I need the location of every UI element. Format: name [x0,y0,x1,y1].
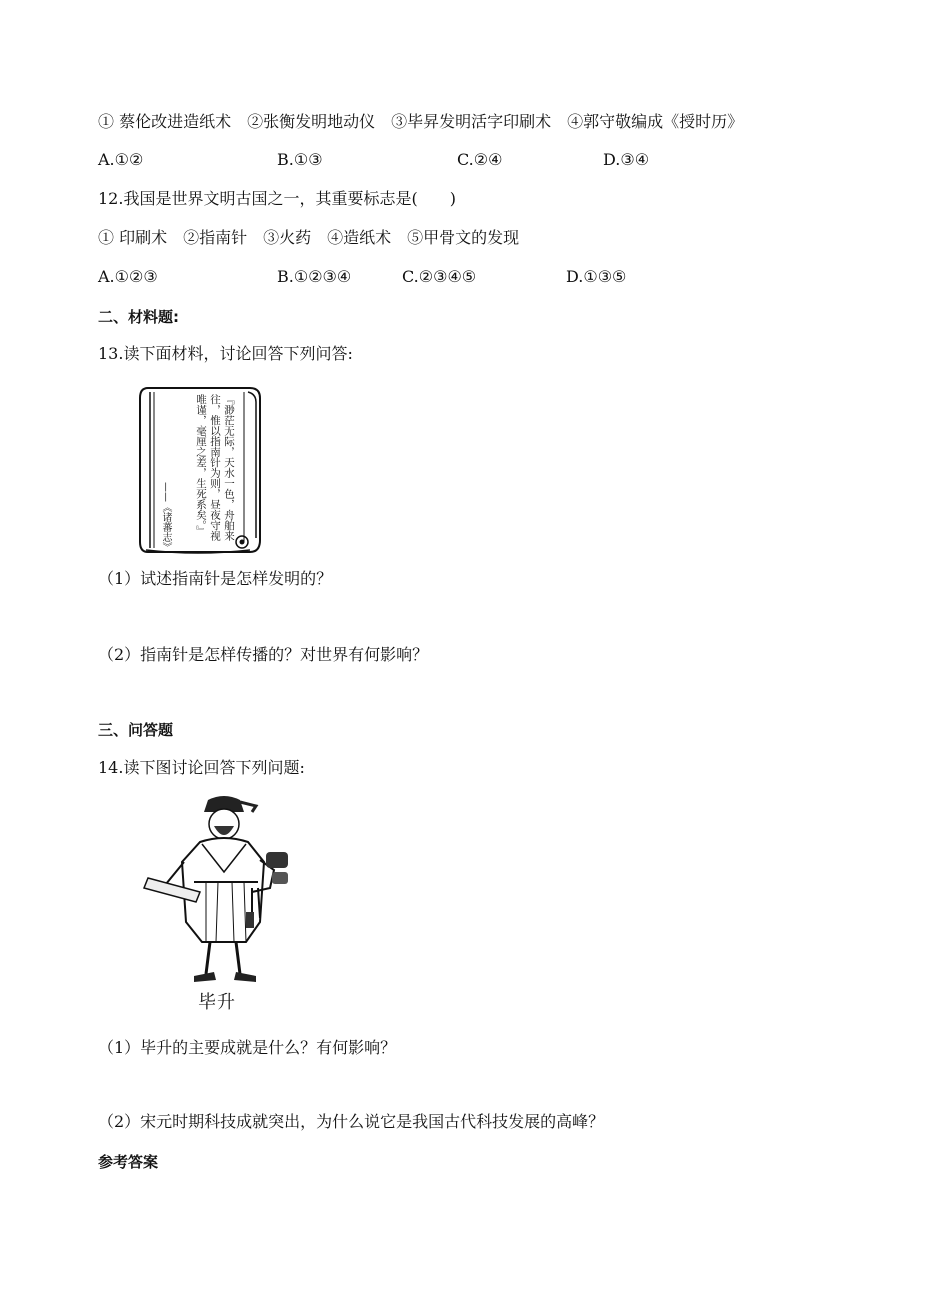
q11-option-d: D.③④ [603,150,650,169]
q12-option-b: B.①②③④ [277,267,352,286]
q12-option-c: C.②③④⑤ [402,267,477,286]
q14-sub1: （1）毕升的主要成就是什么？有何影响？ [98,1038,397,1057]
q13-stem: 13.读下面材料，讨论回答下列问答: [98,344,353,363]
q11-items: ① 蔡伦改进造纸术 ②张衡发明地动仪 ③毕昇发明活字印刷术 ④郭守敬编成《授时历》 [98,112,744,131]
q12-option-d: D.①③⑤ [566,267,627,286]
q11-option-a: A.①② [98,150,144,169]
q14-sub2: （2）宋元时期科技成就突出，为什么说它是我国古代科技发展的高峰？ [98,1112,605,1131]
q13-sub1: （1）试述指南针是怎样发明的？ [98,569,333,588]
q12-stem: 12.我国是世界文明古国之一，其重要标志是( ) [98,189,456,208]
section-3-heading: 三、问答题 [98,721,174,739]
q12-items: ① 印刷术 ②指南针 ③火药 ④造纸术 ⑤甲骨文的发现 [98,228,520,247]
scroll-illustration [138,382,266,558]
scroll-quote: 『渺茫无际，天水一色，舟舶来往，惟以指南针为则，昼夜守视唯谨，毫厘之差，生死系矣。』 [195,394,235,541]
scroll-source: ——《诸蕃志》 [160,482,171,552]
figure-caption: 毕升 [198,992,236,1013]
bi-sheng-drawing [140,792,310,988]
q11-option-b: B.①③ [277,150,323,169]
q13-sub2: （2）指南针是怎样传播的？对世界有何影响？ [98,645,429,664]
q14-stem: 14.读下图讨论回答下列问题: [98,758,305,777]
q12-option-a: A.①②③ [98,267,158,286]
bi-sheng-illustration [140,792,310,1013]
answers-heading: 参考答案 [98,1153,159,1171]
q11-option-c: C.②④ [457,150,503,169]
section-2-heading: 二、材料题: [98,308,179,326]
